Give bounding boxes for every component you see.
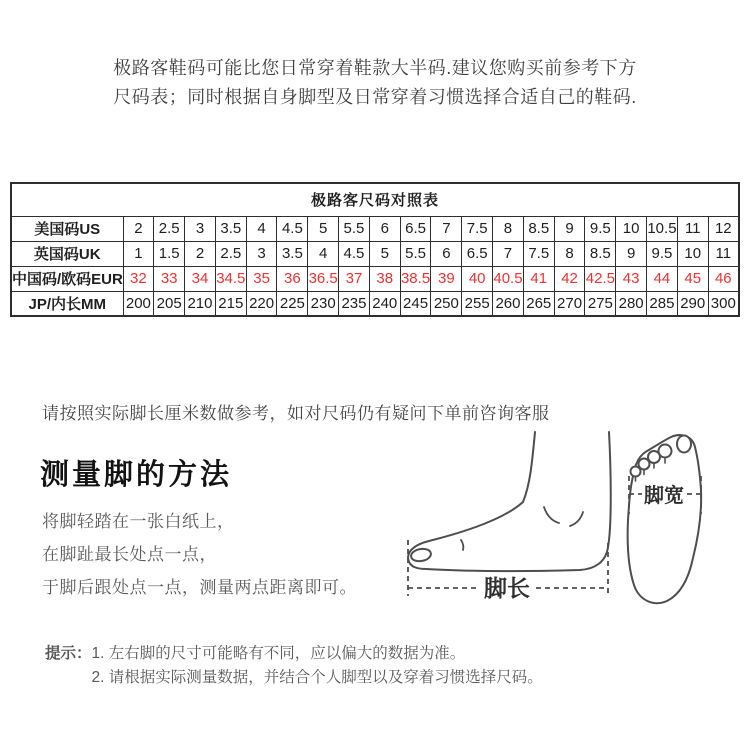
size-cell: 36.5 xyxy=(308,266,339,291)
size-cell: 34.5 xyxy=(215,266,246,291)
size-cell: 255 xyxy=(462,291,493,316)
size-cell: 11 xyxy=(708,241,739,266)
size-cell: 215 xyxy=(215,291,246,316)
size-cell: 210 xyxy=(185,291,216,316)
intro-line-2: 尺码表；同时根据自身脚型及日常穿着习惯选择合适自己的鞋码. xyxy=(113,87,637,107)
foot-side-view-icon xyxy=(408,432,611,571)
table-row xyxy=(11,241,739,266)
size-cell: 33 xyxy=(154,266,185,291)
size-cell: 205 xyxy=(154,291,185,316)
intro-paragraph xyxy=(0,54,750,112)
size-cell: 5 xyxy=(369,241,400,266)
size-table-body xyxy=(11,183,739,316)
size-cell: 10.5 xyxy=(647,216,678,241)
size-cell: 235 xyxy=(339,291,370,316)
size-cell: 2.5 xyxy=(154,216,185,241)
size-cell: 5.5 xyxy=(339,216,370,241)
size-cell: 7.5 xyxy=(523,241,554,266)
size-cell: 240 xyxy=(369,291,400,316)
row-label: JP/内长MM xyxy=(11,291,123,316)
size-cell: 8 xyxy=(554,241,585,266)
size-cell: 3 xyxy=(185,216,216,241)
tips-section xyxy=(45,642,543,690)
size-cell: 225 xyxy=(277,291,308,316)
size-cell: 270 xyxy=(554,291,585,316)
size-cell: 45 xyxy=(677,266,708,291)
size-cell: 7 xyxy=(493,241,524,266)
size-cell: 37 xyxy=(339,266,370,291)
size-table xyxy=(10,182,740,317)
tips-label: 提示： xyxy=(45,645,92,662)
measure-step: 将脚轻踏在一张白纸上， xyxy=(42,512,235,531)
row-label: 英国码UK xyxy=(11,241,123,266)
size-cell: 41 xyxy=(523,266,554,291)
size-cell: 8.5 xyxy=(585,241,616,266)
size-cell: 1 xyxy=(123,241,154,266)
reference-note: 请按照实际脚长厘米数做参考，如对尺码仍有疑问下单前咨询客服 xyxy=(42,404,550,423)
size-cell: 40.5 xyxy=(493,266,524,291)
size-cell: 2 xyxy=(185,241,216,266)
foot-measurement-diagram xyxy=(383,430,743,630)
size-cell: 11 xyxy=(677,216,708,241)
foot-diagram-svg xyxy=(383,430,743,630)
size-cell: 6.5 xyxy=(400,216,431,241)
size-cell: 9 xyxy=(616,241,647,266)
size-cell: 5.5 xyxy=(400,241,431,266)
size-cell: 38 xyxy=(369,266,400,291)
size-cell: 42.5 xyxy=(585,266,616,291)
tip-item: 2. 请根据实际测量数据，并结合个人脚型以及穿着习惯选择尺码。 xyxy=(91,669,543,686)
size-cell: 9 xyxy=(554,216,585,241)
row-label: 中国码/欧码EUR xyxy=(11,266,123,291)
size-cell: 3.5 xyxy=(215,216,246,241)
measure-step: 于脚后跟处点一点，测量两点距离即可。 xyxy=(42,578,357,597)
size-cell: 230 xyxy=(308,291,339,316)
size-cell: 9.5 xyxy=(585,216,616,241)
size-cell: 4.5 xyxy=(339,241,370,266)
size-cell: 280 xyxy=(616,291,647,316)
measure-step: 在脚趾最长处点一点， xyxy=(42,545,217,564)
size-cell: 2 xyxy=(123,216,154,241)
table-title-row xyxy=(11,183,739,216)
size-cell: 38.5 xyxy=(400,266,431,291)
size-cell: 290 xyxy=(677,291,708,316)
tips-items xyxy=(92,642,543,690)
size-cell: 4 xyxy=(308,241,339,266)
size-cell: 4 xyxy=(246,216,277,241)
size-cell: 220 xyxy=(246,291,277,316)
size-cell: 46 xyxy=(708,266,739,291)
size-cell: 250 xyxy=(431,291,462,316)
size-cell: 10 xyxy=(677,241,708,266)
size-cell: 35 xyxy=(246,266,277,291)
size-cell: 4.5 xyxy=(277,216,308,241)
size-cell: 6 xyxy=(369,216,400,241)
size-cell: 39 xyxy=(431,266,462,291)
row-label: 美国码US xyxy=(11,216,123,241)
intro-line-1: 极路客鞋码可能比您日常穿着鞋款大半码.建议您购买前参考下方 xyxy=(113,58,637,78)
table-row xyxy=(11,216,739,241)
size-cell: 36 xyxy=(277,266,308,291)
size-cell: 6 xyxy=(431,241,462,266)
size-cell: 200 xyxy=(123,291,154,316)
size-table-title: 极路客尺码对照表 xyxy=(11,183,739,216)
size-cell: 245 xyxy=(400,291,431,316)
size-cell: 8.5 xyxy=(523,216,554,241)
measure-method-title: 测量脚的方法 xyxy=(40,459,233,491)
size-cell: 2.5 xyxy=(215,241,246,266)
size-cell: 7 xyxy=(431,216,462,241)
table-row xyxy=(11,291,739,316)
foot-sole-view-icon xyxy=(628,435,701,603)
size-cell: 3.5 xyxy=(277,241,308,266)
tip-item: 1. 左右脚的尺寸可能略有不同，应以偏大的数据为准。 xyxy=(91,645,466,662)
size-cell: 32 xyxy=(123,266,154,291)
size-cell: 9.5 xyxy=(647,241,678,266)
size-cell: 300 xyxy=(708,291,739,316)
size-cell: 44 xyxy=(647,266,678,291)
size-cell: 8 xyxy=(493,216,524,241)
size-cell: 275 xyxy=(585,291,616,316)
size-cell: 265 xyxy=(523,291,554,316)
measure-instructions xyxy=(42,505,357,604)
size-cell: 40 xyxy=(462,266,493,291)
size-cell: 1.5 xyxy=(154,241,185,266)
size-cell: 285 xyxy=(647,291,678,316)
size-cell: 7.5 xyxy=(462,216,493,241)
size-cell: 5 xyxy=(308,216,339,241)
foot-length-label: 脚长 xyxy=(484,575,530,601)
size-cell: 34 xyxy=(185,266,216,291)
size-cell: 260 xyxy=(493,291,524,316)
size-cell: 6.5 xyxy=(462,241,493,266)
size-table-container xyxy=(10,182,740,317)
foot-width-label: 脚宽 xyxy=(644,485,684,507)
size-cell: 3 xyxy=(246,241,277,266)
size-cell: 12 xyxy=(708,216,739,241)
size-cell: 43 xyxy=(616,266,647,291)
table-row xyxy=(11,266,739,291)
size-cell: 42 xyxy=(554,266,585,291)
size-cell: 10 xyxy=(616,216,647,241)
